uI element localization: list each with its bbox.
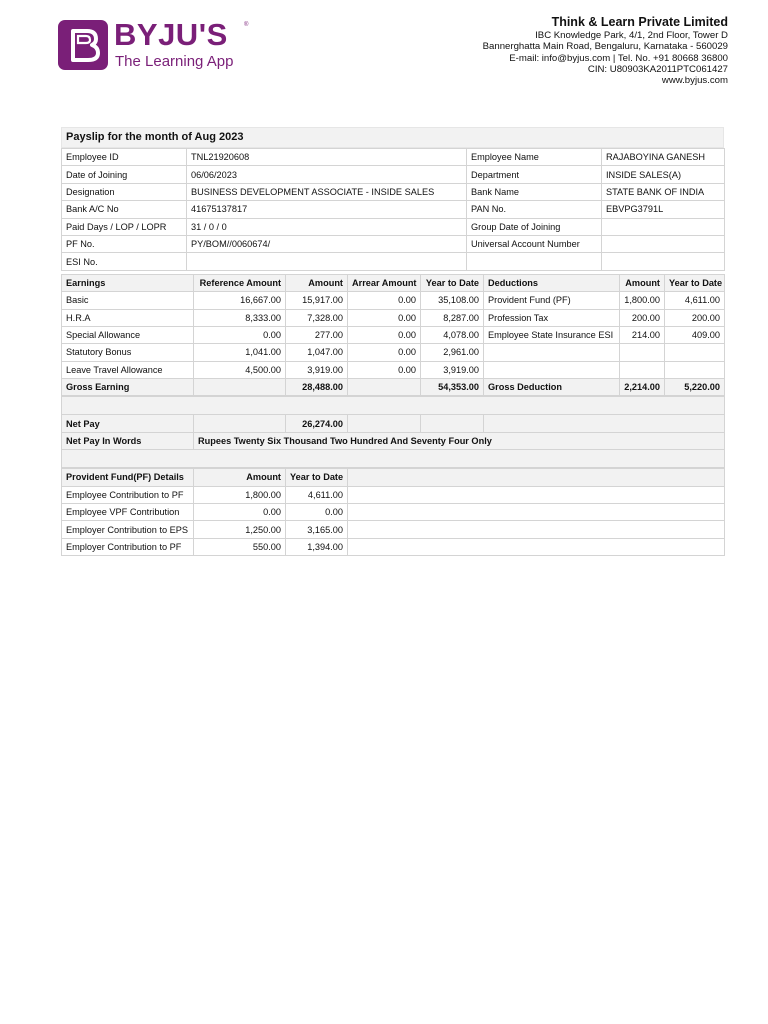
table-cell: 4,611.00 bbox=[286, 486, 348, 503]
table-cell: 1,800.00 bbox=[620, 292, 665, 309]
column-header: Deductions bbox=[484, 274, 620, 291]
column-header: Arrear Amount bbox=[348, 274, 421, 291]
table-cell: 0.00 bbox=[348, 292, 421, 309]
company-info bbox=[483, 14, 728, 86]
table-cell: 0.00 bbox=[194, 504, 286, 521]
table-cell: 35,108.00 bbox=[421, 292, 484, 309]
field-label: Universal Account Number bbox=[467, 235, 602, 252]
pf-row bbox=[62, 538, 725, 555]
field-value: BUSINESS DEVELOPMENT ASSOCIATE - INSIDE SALES bbox=[187, 183, 467, 200]
net-pay-table bbox=[61, 396, 725, 468]
table-cell: 16,667.00 bbox=[194, 292, 286, 309]
company-address-1: IBC Knowledge Park, 4/1, 2nd Floor, Tower D bbox=[535, 30, 728, 41]
total-cell: Gross Deduction bbox=[484, 379, 620, 396]
earnings-header-row bbox=[62, 274, 725, 291]
column-header: Earnings bbox=[62, 274, 194, 291]
company-address-2: Bannerghatta Main Road, Bengaluru, Karnataka - 560029 bbox=[482, 41, 728, 53]
table-cell: 0.00 bbox=[348, 361, 421, 378]
net-pay-label: Net Pay bbox=[62, 415, 194, 432]
table-cell: 1,394.00 bbox=[286, 538, 348, 555]
table-cell: 4,611.00 bbox=[665, 292, 725, 309]
total-cell bbox=[348, 379, 421, 396]
employee-detail-row bbox=[62, 235, 725, 252]
table-cell: 0.00 bbox=[194, 326, 286, 343]
table-cell: Employer Contribution to PF bbox=[62, 538, 194, 555]
field-label bbox=[467, 253, 602, 270]
field-label: Paid Days / LOP / LOPR bbox=[62, 218, 187, 235]
earnings-row bbox=[62, 326, 725, 343]
table-cell: 409.00 bbox=[665, 326, 725, 343]
column-header: Amount bbox=[286, 274, 348, 291]
table-cell bbox=[665, 361, 725, 378]
field-value: PY/BOM//0060674/ bbox=[187, 235, 467, 252]
company-contact: E-mail: info@byjus.com | Tel. No. +91 80668 36800 bbox=[509, 52, 728, 64]
logo-tagline: The Learning App bbox=[115, 53, 234, 70]
employee-detail-row bbox=[62, 166, 725, 183]
table-cell: 8,333.00 bbox=[194, 309, 286, 326]
field-value bbox=[187, 253, 467, 270]
net-pay-value: 26,274.00 bbox=[286, 415, 348, 432]
field-label: Department bbox=[467, 166, 602, 183]
registered-mark: ® bbox=[244, 22, 249, 28]
table-cell: 3,165.00 bbox=[286, 521, 348, 538]
column-header: Year to Date bbox=[421, 274, 484, 291]
table-cell: Statutory Bonus bbox=[62, 344, 194, 361]
employee-detail-row bbox=[62, 183, 725, 200]
column-header: Provident Fund(PF) Details bbox=[62, 469, 194, 486]
table-cell: 4,078.00 bbox=[421, 326, 484, 343]
table-cell: 1,047.00 bbox=[286, 344, 348, 361]
table-cell bbox=[620, 344, 665, 361]
table-cell: 3,919.00 bbox=[421, 361, 484, 378]
payslip bbox=[61, 127, 724, 556]
field-label: Bank A/C No bbox=[62, 201, 187, 218]
company-website[interactable]: www.byjus.com bbox=[661, 75, 728, 87]
payslip-title: Payslip for the month of Aug 2023 bbox=[61, 127, 724, 148]
employee-detail-row bbox=[62, 253, 725, 270]
table-cell bbox=[665, 344, 725, 361]
table-cell bbox=[484, 361, 620, 378]
field-label: Bank Name bbox=[467, 183, 602, 200]
field-label: PF No. bbox=[62, 235, 187, 252]
table-cell: 3,919.00 bbox=[286, 361, 348, 378]
earnings-row bbox=[62, 344, 725, 361]
field-label: Designation bbox=[62, 183, 187, 200]
table-cell: Employer Contribution to EPS bbox=[62, 521, 194, 538]
table-cell bbox=[484, 344, 620, 361]
table-cell: Employee Contribution to PF bbox=[62, 486, 194, 503]
column-header: Amount bbox=[620, 274, 665, 291]
pf-header-row bbox=[62, 469, 725, 486]
table-cell: 277.00 bbox=[286, 326, 348, 343]
table-cell: 200.00 bbox=[620, 309, 665, 326]
earnings-row bbox=[62, 361, 725, 378]
table-cell: Profession Tax bbox=[484, 309, 620, 326]
table-cell: Employee VPF Contribution bbox=[62, 504, 194, 521]
total-cell: 2,214.00 bbox=[620, 379, 665, 396]
table-cell: 200.00 bbox=[665, 309, 725, 326]
field-label: Employee ID bbox=[62, 149, 187, 166]
total-cell: 5,220.00 bbox=[665, 379, 725, 396]
earnings-row bbox=[62, 309, 725, 326]
field-value: RAJABOYINA GANESH bbox=[602, 149, 725, 166]
table-cell: 0.00 bbox=[348, 326, 421, 343]
net-pay-words-row bbox=[62, 432, 725, 449]
employee-detail-row bbox=[62, 218, 725, 235]
table-cell: 1,250.00 bbox=[194, 521, 286, 538]
table-cell: Leave Travel Allowance bbox=[62, 361, 194, 378]
table-cell: 15,917.00 bbox=[286, 292, 348, 309]
total-cell bbox=[194, 379, 286, 396]
table-cell: 0.00 bbox=[286, 504, 348, 521]
field-label: Date of Joining bbox=[62, 166, 187, 183]
gross-total-row bbox=[62, 379, 725, 396]
field-value: 41675137817 bbox=[187, 201, 467, 218]
employee-detail-row bbox=[62, 149, 725, 166]
field-value: INSIDE SALES(A) bbox=[602, 166, 725, 183]
column-header: Year to Date bbox=[665, 274, 725, 291]
company-name: Think & Learn Private Limited bbox=[551, 15, 728, 29]
employee-details-table bbox=[61, 148, 725, 271]
field-value bbox=[602, 218, 725, 235]
field-label: ESI No. bbox=[62, 253, 187, 270]
field-value: TNL21920608 bbox=[187, 149, 467, 166]
column-header: Amount bbox=[194, 469, 286, 486]
employee-detail-row bbox=[62, 201, 725, 218]
table-cell: 1,800.00 bbox=[194, 486, 286, 503]
field-value: 31 / 0 / 0 bbox=[187, 218, 467, 235]
field-label: PAN No. bbox=[467, 201, 602, 218]
company-cin: CIN: U80903KA2011PTC061427 bbox=[587, 63, 728, 75]
table-cell: 0.00 bbox=[348, 344, 421, 361]
spacer-row bbox=[62, 450, 725, 468]
table-cell: H.R.A bbox=[62, 309, 194, 326]
byjus-logo bbox=[58, 17, 258, 72]
spacer-row bbox=[62, 397, 725, 415]
byjus-b-icon bbox=[58, 20, 108, 70]
field-value: STATE BANK OF INDIA bbox=[602, 183, 725, 200]
earnings-row bbox=[62, 292, 725, 309]
table-cell: 7,328.00 bbox=[286, 309, 348, 326]
field-label: Group Date of Joining bbox=[467, 218, 602, 235]
net-pay-words-label: Net Pay In Words bbox=[62, 432, 194, 449]
pf-details-table bbox=[61, 468, 725, 556]
total-cell: 54,353.00 bbox=[421, 379, 484, 396]
table-cell: Employee State Insurance ESI bbox=[484, 326, 620, 343]
pf-row bbox=[62, 486, 725, 503]
pf-row bbox=[62, 521, 725, 538]
field-value bbox=[602, 253, 725, 270]
table-cell: Provident Fund (PF) bbox=[484, 292, 620, 309]
net-pay-words: Rupees Twenty Six Thousand Two Hundred And Seventy Four Only bbox=[194, 432, 725, 449]
field-label: Employee Name bbox=[467, 149, 602, 166]
column-header: Reference Amount bbox=[194, 274, 286, 291]
pf-row bbox=[62, 504, 725, 521]
table-cell: Basic bbox=[62, 292, 194, 309]
table-cell: 1,041.00 bbox=[194, 344, 286, 361]
table-cell: 4,500.00 bbox=[194, 361, 286, 378]
table-cell: 550.00 bbox=[194, 538, 286, 555]
field-value bbox=[602, 235, 725, 252]
field-value: 06/06/2023 bbox=[187, 166, 467, 183]
total-cell: 28,488.00 bbox=[286, 379, 348, 396]
table-cell: Special Allowance bbox=[62, 326, 194, 343]
table-cell: 2,961.00 bbox=[421, 344, 484, 361]
table-cell: 214.00 bbox=[620, 326, 665, 343]
table-cell: 0.00 bbox=[348, 309, 421, 326]
table-cell bbox=[620, 361, 665, 378]
column-header: Year to Date bbox=[286, 469, 348, 486]
field-value: EBVPG3791L bbox=[602, 201, 725, 218]
earnings-deductions-table bbox=[61, 274, 725, 397]
net-pay-row bbox=[62, 415, 725, 432]
table-cell: 8,287.00 bbox=[421, 309, 484, 326]
total-cell: Gross Earning bbox=[62, 379, 194, 396]
logo-wordmark: BYJU'S bbox=[114, 17, 228, 52]
